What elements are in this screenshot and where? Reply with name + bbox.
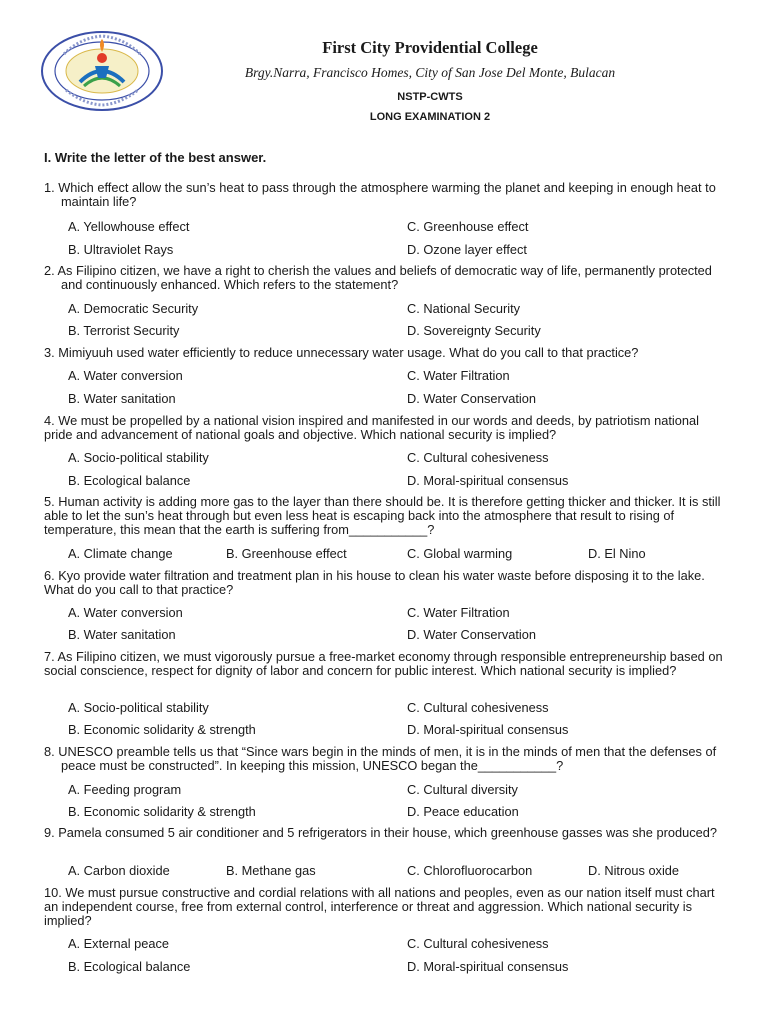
- question-1-choice-b[interactable]: B. Ultraviolet Rays: [68, 242, 174, 257]
- question-5-choice-a[interactable]: A. Climate change: [68, 546, 173, 561]
- question-10-choice-c[interactable]: C. Cultural cohesiveness: [407, 936, 549, 951]
- college-seal-logo: [40, 30, 165, 112]
- question-7-choice-b[interactable]: B. Economic solidarity & strength: [68, 722, 256, 737]
- question-4-choice-a[interactable]: A. Socio-political stability: [68, 450, 209, 465]
- section-instruction: I. Write the letter of the best answer.: [44, 150, 267, 165]
- question-6-text: 6. Kyo provide water filtration and treatment plan in his house to clean his water waste before disposing it to the lake. What do you call to that practice?: [44, 568, 705, 598]
- question-7-choice-d[interactable]: D. Moral-spiritual consensus: [407, 722, 569, 737]
- question-9-choice-b[interactable]: B. Methane gas: [226, 863, 316, 878]
- college-name: First City Providential College: [322, 38, 538, 57]
- question-8-choice-b[interactable]: B. Economic solidarity & strength: [68, 804, 256, 819]
- question-6-choice-d[interactable]: D. Water Conservation: [407, 627, 536, 642]
- question-3-choice-a[interactable]: A. Water conversion: [68, 368, 183, 383]
- question-10-text: 10. We must pursue constructive and cordial relations with all nations and peoples, even as our nation itself must chart an independent course, free from external control, interference or threat and aggression. Which national security is implied?: [44, 885, 715, 929]
- question-8-choice-c[interactable]: C. Cultural diversity: [407, 782, 518, 797]
- question-8-choice-d[interactable]: D. Peace education: [407, 804, 519, 819]
- question-3-choice-b[interactable]: B. Water sanitation: [68, 391, 176, 406]
- question-10-choice-d[interactable]: D. Moral-spiritual consensus: [407, 959, 569, 974]
- question-3-choice-d[interactable]: D. Water Conservation: [407, 391, 536, 406]
- question-5-choice-b[interactable]: B. Greenhouse effect: [226, 546, 347, 561]
- question-1-choice-a[interactable]: A. Yellowhouse effect: [68, 219, 190, 234]
- question-4-text: 4. We must be propelled by a national vision inspired and manifested in our words and deeds, by patriotism national pride and advancement of national goals and objective. Which national security is implied?: [44, 413, 699, 443]
- question-2-choice-a[interactable]: A. Democratic Security: [68, 301, 199, 316]
- question-4-choice-b[interactable]: B. Ecological balance: [68, 473, 191, 488]
- question-6-choice-c[interactable]: C. Water Filtration: [407, 605, 510, 620]
- question-6-choice-a[interactable]: A. Water conversion: [68, 605, 183, 620]
- question-6-choice-b[interactable]: B. Water sanitation: [68, 627, 176, 642]
- question-5-choice-d[interactable]: D. El Nino: [588, 546, 646, 561]
- question-8-choice-a[interactable]: A. Feeding program: [68, 782, 182, 797]
- question-3-text: 3. Mimiyuuh used water efficiently to reduce unnecessary water usage. What do you call to that practice?: [44, 345, 639, 360]
- question-10-choice-b[interactable]: B. Ecological balance: [68, 959, 191, 974]
- question-2-choice-d[interactable]: D. Sovereignty Security: [407, 323, 541, 338]
- question-4-choice-c[interactable]: C. Cultural cohesiveness: [407, 450, 549, 465]
- college-address: Brgy.Narra, Francisco Homes, City of San Jose Del Monte, Bulacan: [244, 65, 616, 80]
- question-5-text: 5. Human activity is adding more gas to the layer than there should be. It is therefore getting thicker and thicker. It is still able to let the sun’s heat through but even less heat is escaping back into the atmosphere that result to rising of temperature, this mean that the earth is suffering from___________?: [44, 494, 721, 538]
- question-9-choice-a[interactable]: A. Carbon dioxide: [68, 863, 170, 878]
- question-7-choice-c[interactable]: C. Cultural cohesiveness: [407, 700, 549, 715]
- question-7-text: 7. As Filipino citizen, we must vigorously pursue a free-market economy through responsible entrepreneurship based on social conscience, respect for dignity of labor and concern for public interest. Which national security is implied?: [44, 649, 723, 679]
- question-9-choice-d[interactable]: D. Nitrous oxide: [588, 863, 680, 878]
- question-5-choice-c[interactable]: C. Global warming: [407, 546, 513, 561]
- question-9-choice-c[interactable]: C. Chlorofluorocarbon: [407, 863, 533, 878]
- question-4-choice-d[interactable]: D. Moral-spiritual consensus: [407, 473, 569, 488]
- question-9-text: 9. Pamela consumed 5 air conditioner and 5 refrigerators in their house, which greenhouse gasses was she produced?: [44, 825, 717, 840]
- question-8-text: 8. UNESCO preamble tells us that “Since wars begin in the minds of men, it is in the minds of men that the defenses of peace must be constructed”. In keeping this mission, UNESCO began the___________?: [44, 744, 717, 774]
- question-10-choice-a[interactable]: A. External peace: [68, 936, 170, 951]
- question-1-choice-c[interactable]: C. Greenhouse effect: [407, 219, 529, 234]
- question-2-choice-c[interactable]: C. National Security: [407, 301, 521, 316]
- question-2-choice-b[interactable]: B. Terrorist Security: [68, 323, 180, 338]
- question-2-text: 2. As Filipino citizen, we have a right to cherish the values and beliefs of democratic way of life, permanently protected and continuously enhanced. Which refers to the statement?: [44, 263, 712, 293]
- question-1-choice-d[interactable]: D. Ozone layer effect: [407, 242, 527, 257]
- question-1-text: 1. Which effect allow the sun’s heat to pass through the atmosphere warming the planet and keeping in enough heat to maintain life?: [44, 180, 716, 210]
- question-3-choice-c[interactable]: C. Water Filtration: [407, 368, 510, 383]
- course-code: NSTP-CWTS: [397, 91, 463, 103]
- exam-title: LONG EXAMINATION 2: [369, 111, 491, 123]
- question-7-choice-a[interactable]: A. Socio-political stability: [68, 700, 209, 715]
